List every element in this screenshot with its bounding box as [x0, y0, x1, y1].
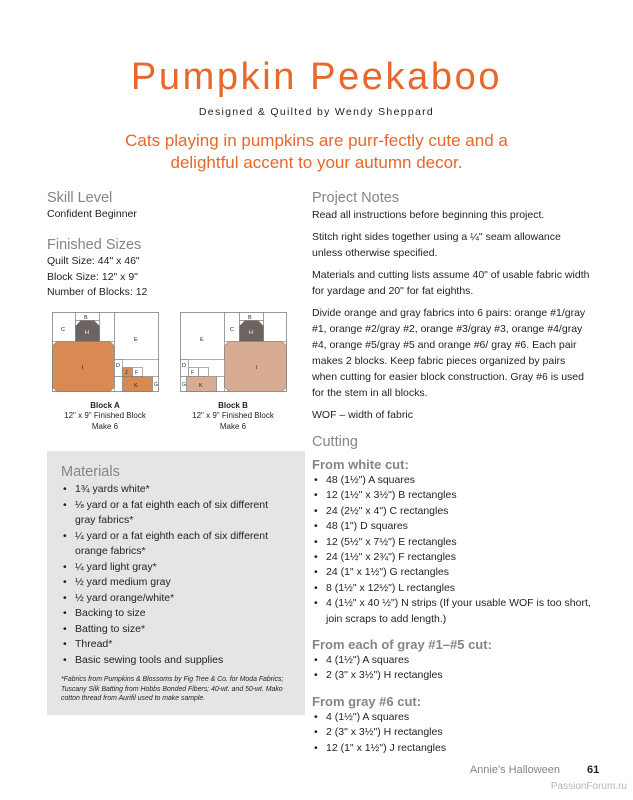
block-a-label-h: H — [85, 330, 89, 336]
materials-footnote: *Fabrics from Pumpkins & Blossoms by Fig Tree & Co. for Moda Fabrics; Tuscany Silk Batting from Hobbs Bonded Fibers; 40-wt. and 50-wt. Mako cotton thread from Aurifil used to make sample. — [61, 676, 284, 703]
block-b-label-k: K — [199, 383, 203, 389]
block-a-label-f: F — [135, 370, 139, 376]
gray-cut-heading: From each of gray #1–#5 cut: — [312, 637, 492, 653]
list-item: • ½ yard orange/white* — [61, 591, 291, 607]
list-item: • 4 (1½") A squares — [312, 653, 592, 668]
project-notes-heading: Project Notes — [312, 190, 400, 206]
list-item: • 24 (2½" x 4") C rectangles — [312, 504, 592, 519]
block-diagrams — [52, 312, 292, 437]
block-b-label-b: B — [248, 315, 252, 321]
block-a-caption — [45, 401, 165, 432]
note-paragraph: WOF – width of fabric — [312, 409, 413, 421]
block-b-size: 12" x 9" Finished Block — [192, 411, 274, 421]
list-item: • 4 (1½") A squares — [312, 710, 592, 725]
note-paragraph: Materials and cutting lists assume 40" of usable fabric width for yardage and 20" for fat eighths. — [312, 269, 590, 297]
list-item: • Batting to size* — [61, 622, 291, 638]
white-cut-heading: From white cut: — [312, 457, 409, 472]
block-b-label-g: G — [182, 382, 186, 388]
finished-sizes-heading: Finished Sizes — [47, 237, 142, 254]
list-item: • 2 (3" x 3½") H rectangles — [312, 668, 592, 683]
list-item: • ⅛ yard or a fat eighth each of six different gray fabrics* — [61, 498, 291, 529]
list-item: • 24 (1½" x 2¾") F rectangles — [312, 550, 592, 565]
block-a-label-j: J — [125, 370, 128, 376]
block-b-diagram — [180, 312, 287, 392]
block-b-label-d: D — [182, 363, 186, 369]
list-item: • 12 (1" x 1½") J rectangles — [312, 741, 592, 756]
list-item: • Basic sewing tools and supplies — [61, 653, 291, 669]
list-item: • 2 (3" x 3½") H rectangles — [312, 725, 592, 740]
list-item: • ½ yard medium gray — [61, 575, 291, 591]
block-a-make: Make 6 — [91, 421, 119, 431]
materials-list — [61, 482, 291, 668]
note-paragraph: Read all instructions before beginning this project. — [312, 209, 545, 221]
number-of-blocks: Number of Blocks: 12 — [47, 285, 148, 298]
block-a-label-e: E — [134, 337, 138, 343]
gray6-cut-heading: From gray #6 cut: — [312, 693, 422, 709]
gray-cut-list — [312, 653, 592, 684]
skill-level-value: Confident Beginner — [47, 208, 137, 220]
block-b-label-e: E — [200, 337, 204, 343]
block-a-label-c: C — [61, 327, 65, 333]
block-a-name: Block A — [90, 401, 120, 410]
list-item: • 4 (1½" x 40 ½") N strips (If your usable WOF is too short, join scraps to add length.) — [312, 596, 592, 627]
list-item: • 12 (1½" x 3½") B rectangles — [312, 488, 592, 503]
block-a-label-i: I — [82, 365, 84, 371]
block-a-label-g: G — [154, 382, 158, 388]
page-number: 61 — [587, 764, 600, 776]
white-cut-list — [312, 473, 592, 627]
block-b-name: Block B — [218, 401, 248, 410]
page-title: Pumpkin Peekaboo — [130, 56, 503, 98]
list-item: • 48 (1½") A squares — [312, 473, 592, 488]
watermark: PassionForum.ru — [550, 781, 627, 792]
note-paragraph: Stitch right sides together using a ¼" seam allowance unless otherwise specified. — [312, 231, 561, 259]
materials-heading: Materials — [61, 464, 120, 480]
block-a-diagram — [52, 312, 159, 392]
left-column — [47, 189, 287, 300]
list-item: • 12 (5½" x 7½") E rectangles — [312, 535, 592, 550]
block-a-label-d: D — [116, 363, 120, 369]
list-item: • 24 (1" x 1½") G rectangles — [312, 565, 592, 580]
block-b-label-i: I — [256, 365, 258, 371]
list-item: • 8 (1½" x 12½") L rectangles — [312, 581, 592, 596]
publication-name: Annie's Halloween — [469, 764, 560, 776]
block-b-label-h: H — [249, 330, 253, 336]
list-item: • Thread* — [61, 637, 291, 653]
list-item: • Backing to size — [61, 606, 291, 622]
block-a-label-k: K — [134, 383, 138, 389]
list-item: • 1¾ yards white* — [61, 482, 291, 498]
designer-byline: Designed & Quilted by Wendy Sheppard — [198, 106, 435, 118]
list-item: • ¼ yard or a fat eighth each of six different orange fabrics* — [61, 529, 291, 560]
quilt-size: Quilt Size: 44" x 46" — [47, 255, 140, 268]
tagline: Cats playing in pumpkins are purr-fectly cute and a delightful accent to your autumn decor. — [125, 131, 508, 172]
block-b-label-c: C — [230, 327, 234, 333]
cutting-heading: Cutting — [312, 434, 358, 450]
skill-level-heading: Skill Level — [47, 190, 113, 206]
block-a-size: 12" x 9" Finished Block — [64, 411, 146, 421]
block-a-label-b: B — [84, 315, 88, 321]
block-b-label-f: F — [191, 370, 195, 376]
block-b-caption — [173, 401, 293, 432]
gray6-cut-list — [312, 710, 592, 756]
block-size: Block Size: 12" x 9" — [47, 270, 138, 283]
list-item: • ¼ yard light gray* — [61, 560, 291, 576]
right-column — [312, 189, 592, 756]
list-item: • 48 (1") D squares — [312, 519, 592, 534]
block-b-make: Make 6 — [219, 421, 247, 431]
note-paragraph: Divide orange and gray fabrics into 6 pairs: orange #1/gray #1, orange #2/gray #2, orange #3/gray #3, orange #4/gray #4, orange #5/gray #5 and orange #6/ gray #6. Each pair makes 2 blocks. Keep fabric pieces organized by pairs when cutting for easier block construction. Gray #6 is used for the stem in all blocks. — [312, 307, 586, 399]
materials-panel — [47, 451, 305, 715]
